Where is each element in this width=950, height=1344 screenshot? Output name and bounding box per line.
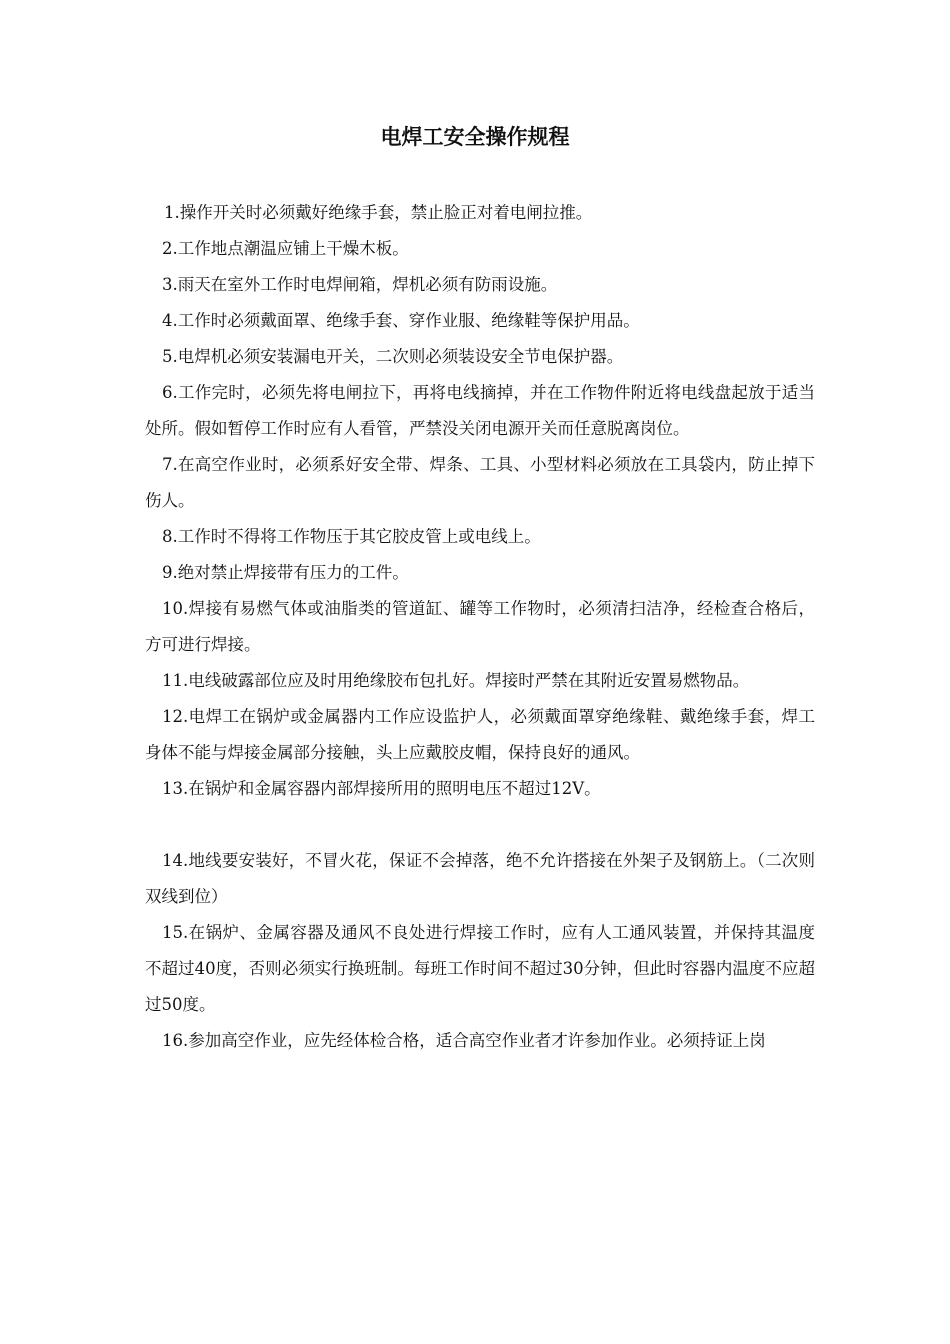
rule-item-14: 14.地线要安装好，不冒火花，保证不会掉落，绝不允许搭接在外架子及钢筋上。（二次则双线到位）: [145, 851, 815, 906]
rule-item-4: 4.工作时必须戴面罩、绝缘手套、穿作业服、绝缘鞋等保护用品。: [162, 311, 640, 330]
rule-item-12: 12.电焊工在锅炉或金属器内工作应设监护人，必须戴面罩穿绝缘鞋、戴绝缘手套，焊工身体不能与焊接金属部分接触，头上应戴胶皮帽，保持良好的通风。: [145, 707, 815, 762]
rule-item-13: 13.在锅炉和金属容器内部焊接所用的照明电压不超过12V。: [162, 779, 601, 798]
rule-item-2: 2.工作地点潮温应铺上干燥木板。: [162, 239, 409, 258]
rule-item-1: 1.操作开关时必须戴好绝缘手套，禁止脸正对着电闸拉推。: [164, 203, 593, 222]
rule-item-7: 7.在高空作业时，必须系好安全带、焊条、工具、小型材料必须放在工具袋内，防止掉下伤人。: [145, 455, 815, 510]
document-title: 电焊工安全操作规程: [380, 124, 570, 149]
rule-item-8: 8.工作时不得将工作物压于其它胶皮管上或电线上。: [162, 527, 541, 546]
blank-line: [145, 807, 815, 843]
rule-item-11: 11.电线破露部位应及时用绝缘胶布包扎好。焊接时严禁在其附近安置易燃物品。: [162, 671, 750, 690]
document-body: [145, 195, 815, 1059]
rule-item-3: 3.雨天在室外工作时电焊闸箱，焊机必须有防雨设施。: [162, 275, 558, 294]
rule-item-15: 15.在锅炉、金属容器及通风不良处进行焊接工作时，应有人工通风装置，并保持其温度不超过40度，否则必须实行换班制。每班工作时间不超过30分钟，但此时容器内温度不应超过50度。: [145, 923, 815, 1014]
rule-item-6: 6.工作完时，必须先将电闸拉下，再将电线摘掉，并在工作物件附近将电线盘起放于适当处所。假如暂停工作时应有人看管，严禁没关闭电源开关而任意脱离岗位。: [145, 383, 815, 438]
rule-item-9: 9.绝对禁止焊接带有压力的工件。: [162, 563, 409, 582]
rule-item-10: 10.焊接有易燃气体或油脂类的管道缸、罐等工作物时，必须清扫洁净，经检查合格后，方可进行焊接。: [145, 599, 815, 654]
rule-item-5: 5.电焊机必须安装漏电开关，二次则必须装设安全节电保护器。: [162, 347, 624, 366]
rule-item-16: 16.参加高空作业，应先经体检合格，适合高空作业者才许参加作业。必须持证上岗: [162, 1031, 766, 1050]
